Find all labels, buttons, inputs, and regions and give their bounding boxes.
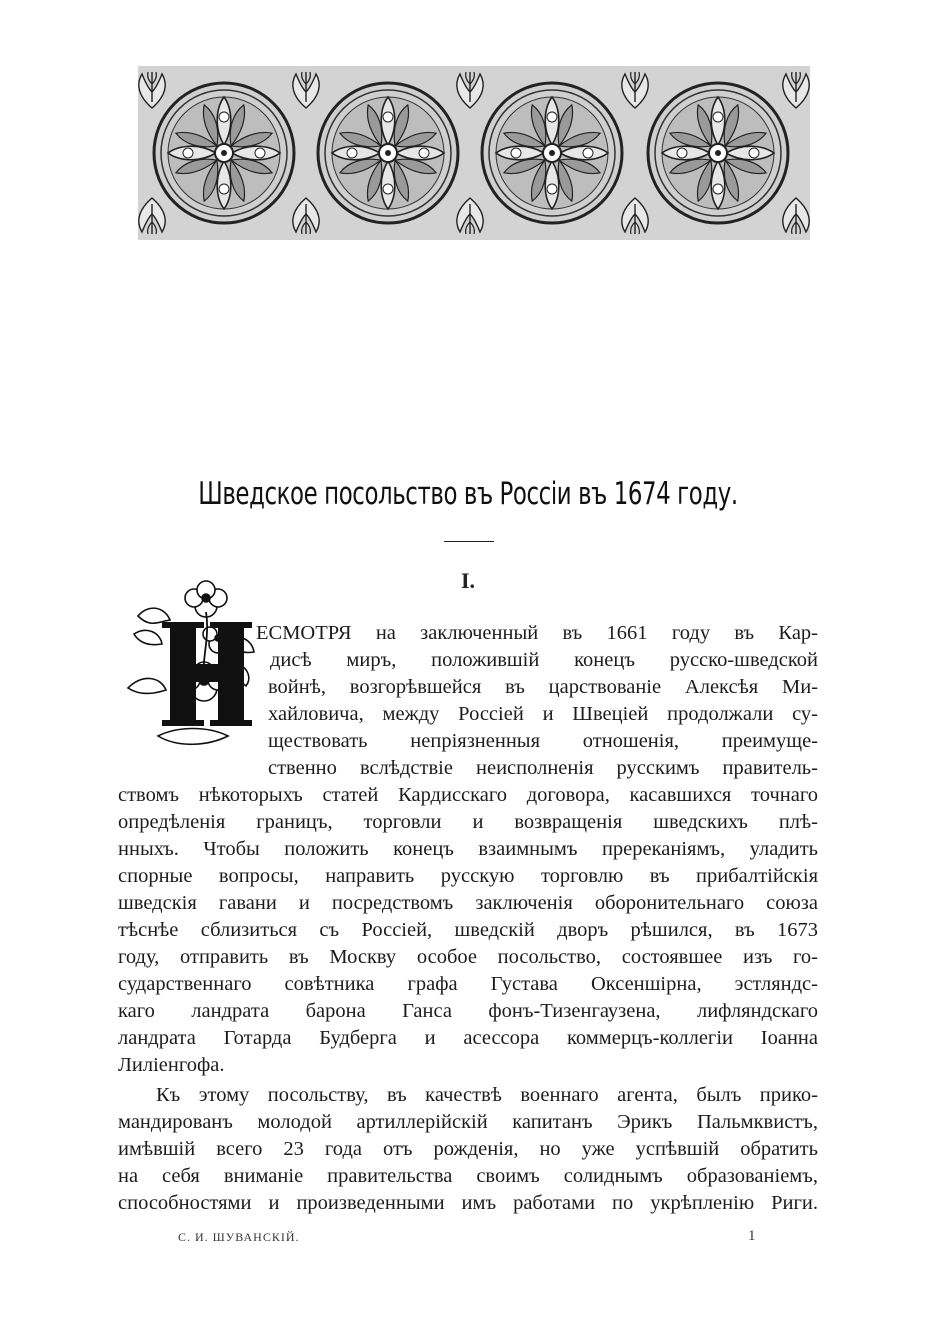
text-line: войнѣ, возгорѣвшейся въ царствованіе Алексѣя Ми- — [268, 676, 818, 698]
text-line: ландрата Готарда Будберга и асессора коммерцъ-коллегіи Іоанна — [118, 1027, 818, 1049]
title-divider — [444, 541, 494, 542]
decorated-initial — [118, 576, 268, 758]
text-line: сударственнаго совѣтника графа Густава Оксеншірна, эстляндс- — [118, 973, 818, 995]
text-line: на себя вниманіе правительства своимъ солиднымъ образованіемъ, — [118, 1165, 818, 1187]
text-line: шведскія гавани и посредствомъ заключенія оборонительнаго союза — [118, 892, 818, 914]
text-line: спорные вопросы, направить русскую торговлю въ прибалтійскія — [118, 865, 818, 887]
text-line: мандированъ молодой артиллерійскій капитанъ Эрикъ Пальмквистъ, — [118, 1111, 818, 1133]
text-line: ствомъ нѣкоторыхъ статей Кардисскаго договора, касавшихся точнаго — [118, 784, 818, 806]
text-line: году, отправить въ Москву особое посольство, состоявшее изъ го- — [118, 946, 818, 968]
text-line: ЕСМОТРЯ на заключенный въ 1661 году въ Кар- — [256, 622, 818, 644]
text-line: ственно вслѣдствіе неисполненія русскимъ правитель- — [268, 757, 818, 779]
text-line: хайловича, между Россіей и Швеціей продолжали су- — [268, 703, 818, 725]
text-line: опредѣленія границъ, торговли и возвращенія шведскихъ плѣ- — [118, 811, 818, 833]
text-line: каго ландрата барона Ганса фонъ-Тизенгаузена, лифляндскаго — [118, 1000, 818, 1022]
article-title: Шведское посольство въ Россіи въ 1674 году. — [198, 476, 738, 512]
text-line: Къ этому посольству, въ качествѣ военнаго агента, былъ прико- — [156, 1084, 818, 1106]
text-line: способностями и произведенными имъ работами по укрѣпленію Риги. — [118, 1192, 818, 1214]
text-line: имѣвшій всего 23 года отъ рожденія, но уже успѣвшій обратить — [118, 1138, 818, 1160]
signature-mark: С. И. ШУВАНСКІЙ. — [178, 1230, 300, 1244]
section-number: I. — [460, 568, 476, 593]
text-line: нныхъ. Чтобы положить конецъ взаимнымъ пререканіямъ, уладить — [118, 838, 818, 860]
text-line: тѣснѣе сблизиться съ Россіей, шведскій дворъ рѣшился, въ 1673 — [118, 919, 818, 941]
text-line: дисѣ миръ, положившій конецъ русско-шведской — [270, 649, 818, 671]
text-line: ществовать непріязненныя отношенія, преимуще- — [268, 730, 818, 752]
ornamental-headpiece — [138, 66, 810, 240]
text-line: Лиліенгофа. — [118, 1054, 225, 1076]
page-number: 1 — [748, 1228, 756, 1244]
